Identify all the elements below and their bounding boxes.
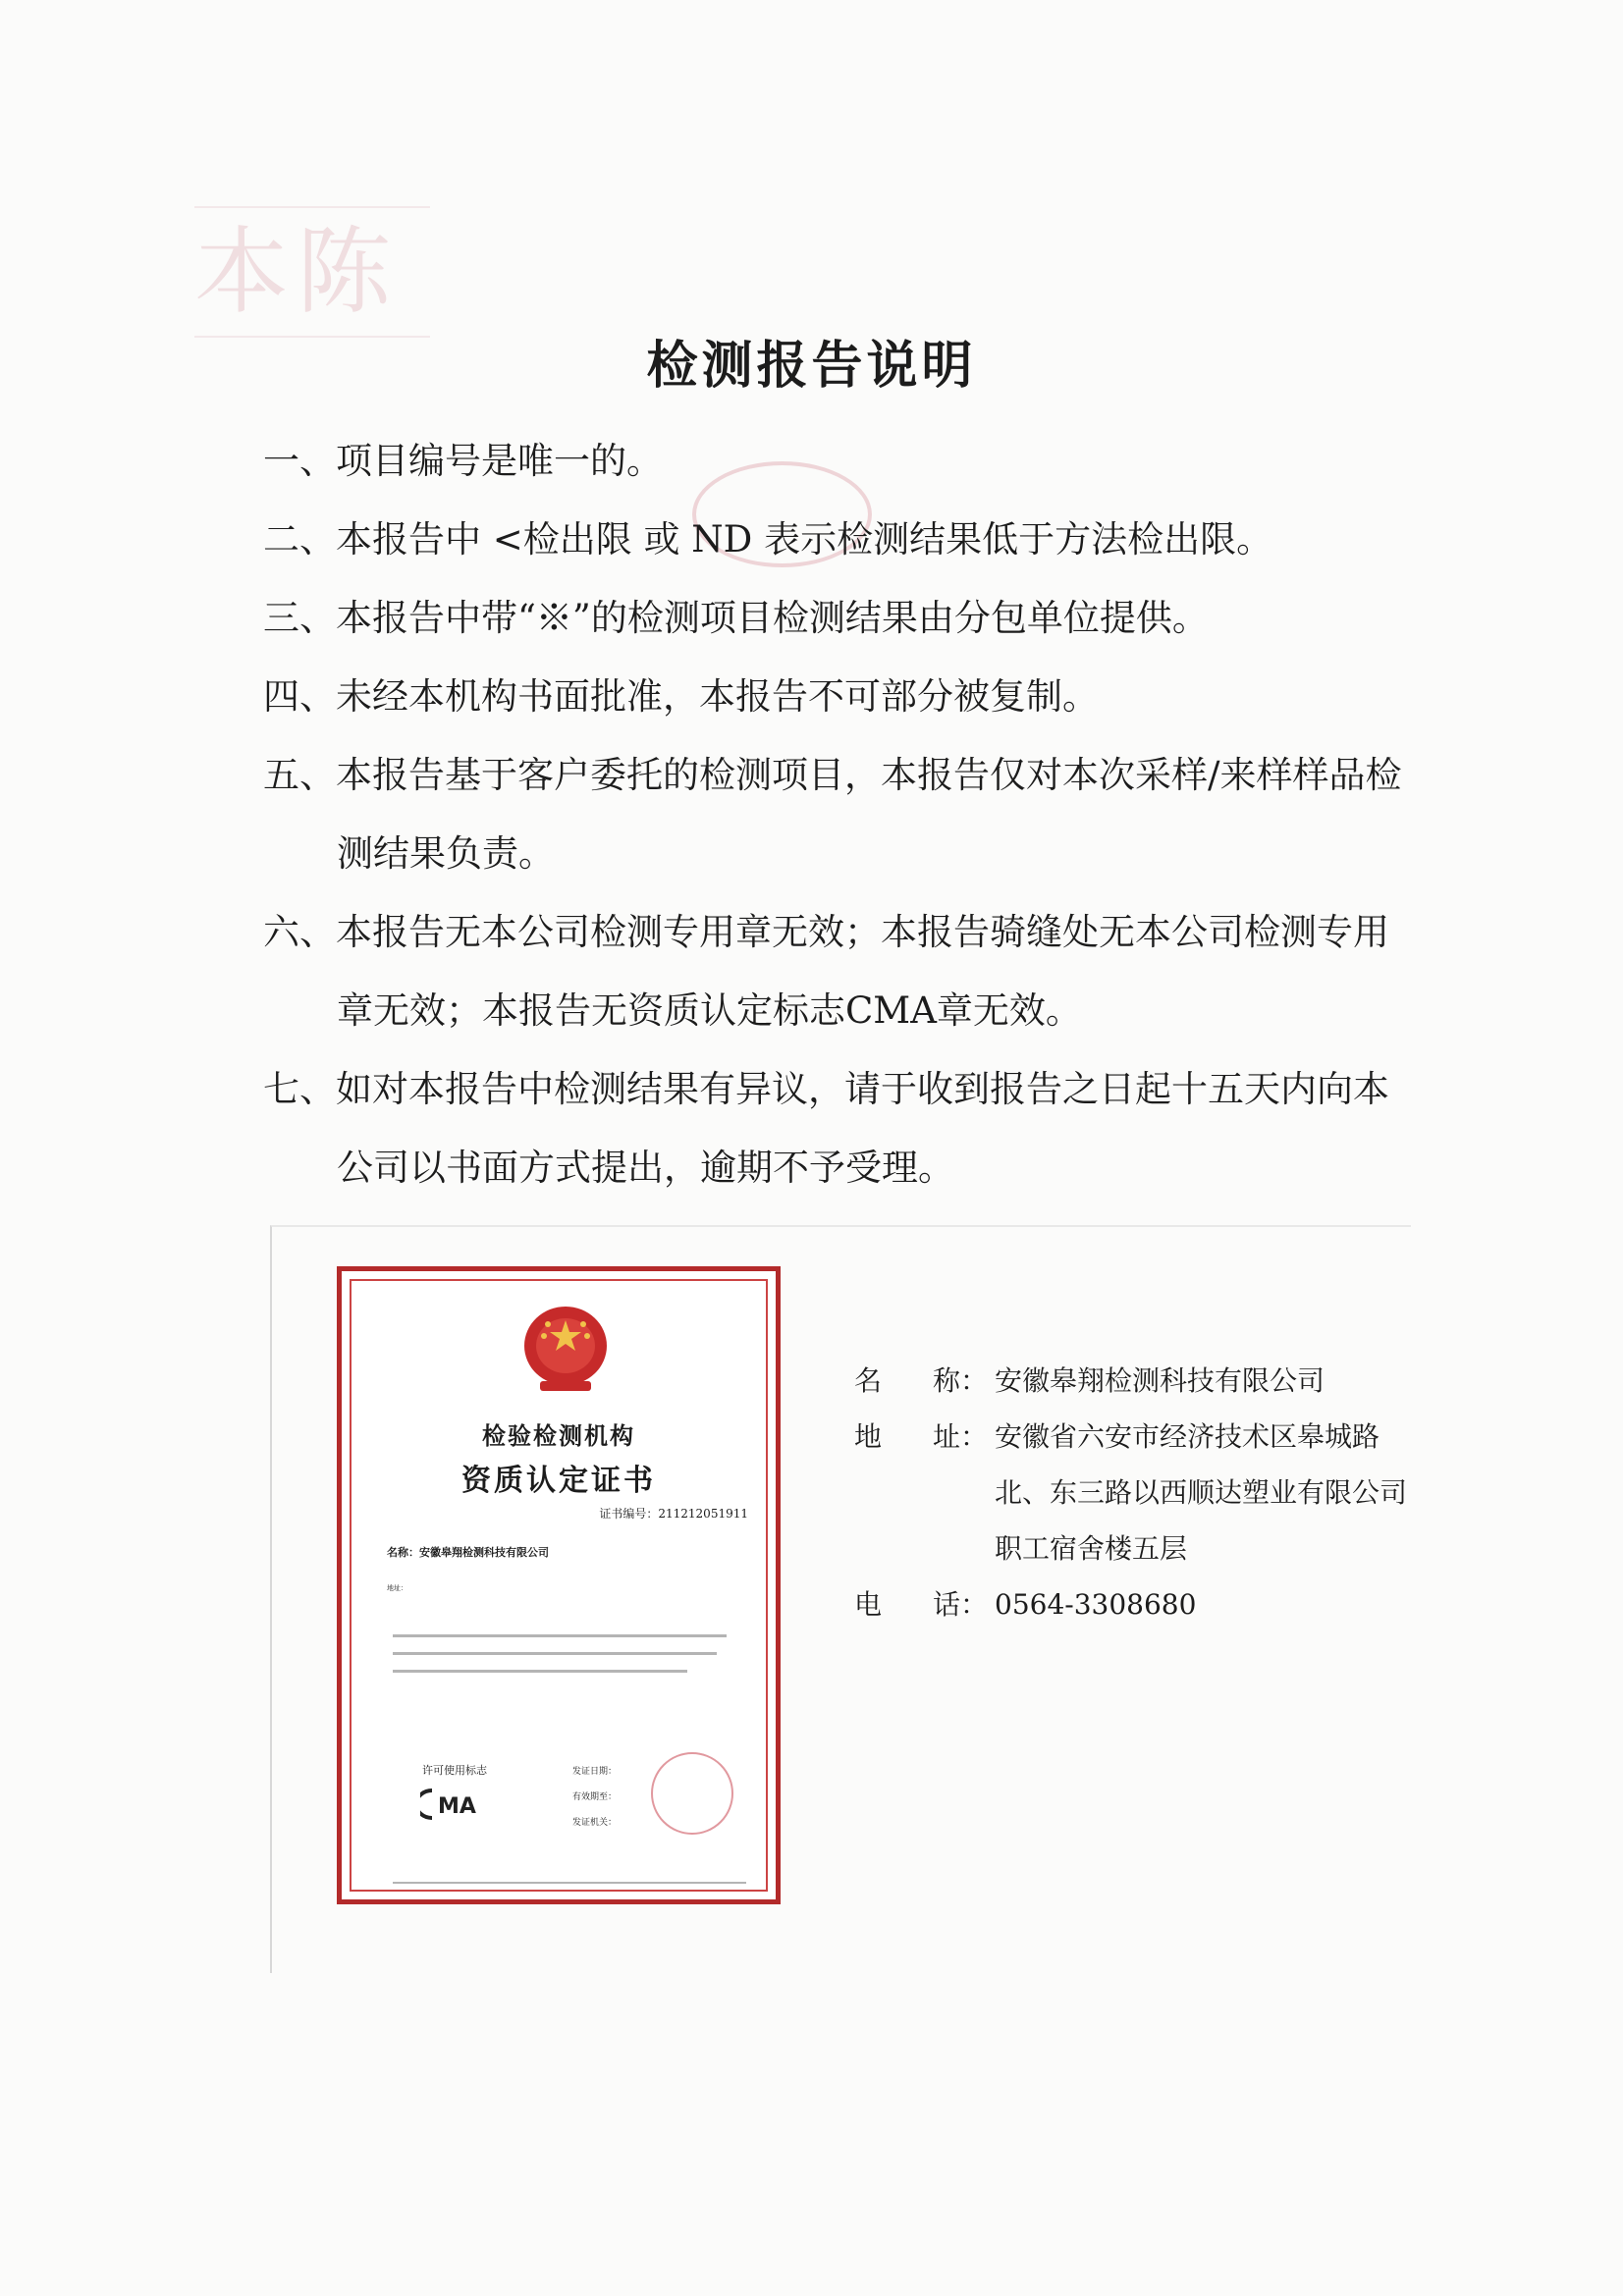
company-address-label-start: 地 [854, 1420, 883, 1453]
certificate-footer-line [393, 1882, 746, 1884]
note-item-3: 三、本报告中带“※”的检测项目检测结果由分包单位提供。 [263, 597, 1209, 639]
certificate-title-line1: 检验检测机构 [482, 1421, 635, 1450]
company-address-line-2: 北、东三路以西顺达塑业有限公司 [995, 1476, 1408, 1509]
certificate-title-line2: 资质认定证书 [461, 1464, 656, 1498]
note-item-2: 二、本报告中 <检出限 或 ND 表示检测结果低于方法检出限。 [263, 518, 1273, 561]
certificate-name-label: 名称： [387, 1546, 419, 1559]
certificate-text-line [393, 1652, 717, 1655]
certificate-inner-border [350, 1279, 768, 1892]
certificate-valid-until: 有效期至： [572, 1792, 618, 1802]
company-address-line-3: 职工宿舍楼五层 [995, 1532, 1188, 1565]
company-name-label-start: 名 [854, 1364, 883, 1397]
notes-list [263, 422, 1422, 1207]
company-address-label-end: 址： [933, 1420, 989, 1453]
page-title: 检测报告说明 [646, 336, 977, 396]
certificate-address [387, 1583, 750, 1593]
national-emblem-icon [518, 1301, 613, 1399]
certificate-issuer: 发证机关： [572, 1818, 618, 1828]
company-phone-label-end: 话： [933, 1588, 989, 1621]
certificate-name-value: 安徽皋翔检测科技有限公司 [419, 1546, 549, 1559]
company-name-label-end: 称： [933, 1364, 989, 1397]
company-phone-label-start: 电 [854, 1588, 883, 1621]
note-item-7: 七、如对本报告中检测结果有异议，请于收到报告之日起十五天内向本公司以书面方式提出，逾期不予受理。 [263, 1068, 1389, 1189]
company-name: 安徽皋翔检测科技有限公司 [995, 1364, 1325, 1397]
certificate-seal [651, 1752, 733, 1835]
bleed-through-stamp: 本陈 [194, 206, 430, 338]
certificate-text-line [393, 1634, 727, 1637]
certificate-address-label: 地址： [387, 1584, 407, 1592]
note-item-4: 四、未经本机构书面批准，本报告不可部分被复制。 [263, 675, 1099, 718]
cma-logo-text: MA [438, 1794, 476, 1819]
certificate-issue-date: 发证日期： [572, 1767, 618, 1777]
note-item-1: 一、项目编号是唯一的。 [263, 440, 663, 482]
certificate-mark-label: 许可使用标志 [422, 1764, 487, 1777]
qualification-certificate [337, 1266, 781, 1904]
company-address-line-1: 安徽省六安市经济技术区皋城路 [995, 1420, 1380, 1453]
company-phone: 0564-3308680 [995, 1588, 1197, 1621]
certificate-name [387, 1544, 549, 1560]
certificate-number: 证书编号：211212051911 [599, 1507, 748, 1521]
note-item-5: 五、本报告基于客户委托的检测项目，本报告仅对本次采样/来样样品检测结果负责。 [263, 754, 1402, 875]
note-item-6: 六、本报告无本公司检测专用章无效；本报告骑缝处无本公司检测专用章无效；本报告无资质认定标志CMA章无效。 [263, 911, 1389, 1032]
cma-logo-icon [420, 1787, 497, 1822]
certificate-text-line [393, 1670, 687, 1673]
